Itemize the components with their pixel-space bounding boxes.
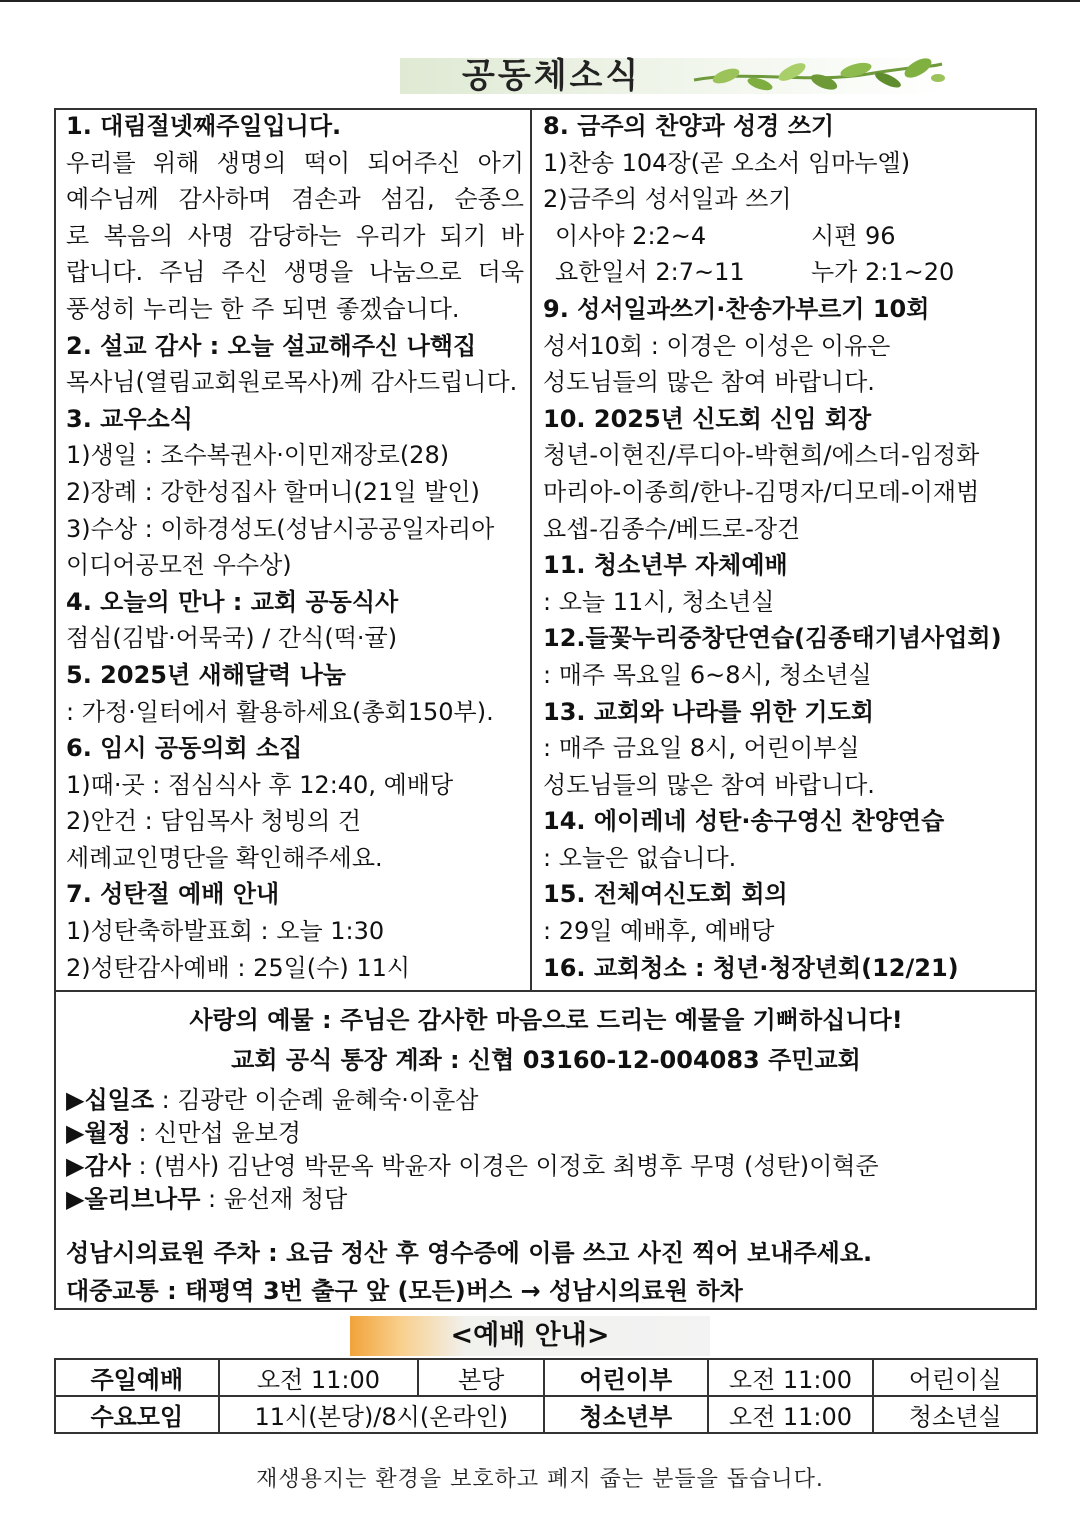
item-heading: 16. 교회청소 : 청년·청장년회(12/21) bbox=[543, 953, 959, 982]
item-text: 1)생일 : 조수복권사·이민재장로(28) bbox=[66, 441, 450, 470]
item-text: 랍니다. 주님 주신 생명을 나눔으로 더욱 bbox=[66, 258, 524, 287]
section-divider bbox=[54, 990, 1037, 992]
parking-note: 성남시의료원 주차 : 요금 정산 후 영수증에 이름 쓰고 사진 찍어 보내주세요. bbox=[66, 1239, 873, 1267]
reading-text: 이사야 2:2~4 bbox=[555, 221, 707, 250]
item-text: 점심(김밥·어묵국) / 간식(떡·귤) bbox=[66, 624, 398, 653]
table-row bbox=[55, 1359, 1037, 1396]
item-text: 1)찬송 104장(곧 오소서 임마누엘) bbox=[543, 148, 911, 177]
right_lines-reading-row bbox=[543, 254, 1031, 291]
transit-note: 대중교통 : 태평역 3번 출구 앞 (모든)버스 → 성남시의료원 하차 bbox=[66, 1277, 743, 1305]
item-text: : 가정·일터에서 활용하세요(총회150부). bbox=[66, 697, 494, 726]
table-cell: 어린이부 bbox=[544, 1359, 708, 1396]
item-heading: 11. 청소년부 자체예배 bbox=[543, 551, 788, 580]
item-heading: 10. 2025년 신도회 신임 회장 bbox=[543, 404, 872, 433]
reading-text: 요한일서 2:7~11 bbox=[555, 258, 745, 287]
offering-section bbox=[66, 994, 1026, 1216]
item-text: 마리아-이종희/한나-김명자/디모데-이재범 bbox=[543, 477, 980, 506]
item-text: : 매주 목요일 6~8시, 청소년실 bbox=[543, 660, 872, 689]
item-text: 3)수상 : 이하경성도(성남시공공일자리아 bbox=[66, 514, 495, 543]
table-cell: 수요모임 bbox=[55, 1396, 219, 1433]
item-heading: 5. 2025년 새해달력 나눔 bbox=[66, 660, 346, 689]
offering-tithe: ▶십일조 : 김광란 이순례 윤혜숙·이훈삼 bbox=[66, 1086, 479, 1114]
item-text: 1)때·곳 : 점심식사 후 12:40, 예배당 bbox=[66, 770, 454, 799]
top-rule bbox=[0, 0, 1080, 2]
item-heading: 8. 금주의 찬양과 성경 쓰기 bbox=[543, 112, 835, 140]
table-cell: 어린이실 bbox=[873, 1359, 1037, 1396]
reading-text: 시편 96 bbox=[811, 221, 896, 250]
item-heading: 2. 설교 감사 : 오늘 설교해주신 나핵집 bbox=[66, 331, 477, 360]
table-cell: 주일예배 bbox=[55, 1359, 219, 1396]
item-heading: 13. 교회와 나라를 위한 기도회 bbox=[543, 697, 874, 726]
item-text: 우리를 위해 생명의 떡이 되어주신 아기 bbox=[66, 148, 524, 177]
item-heading: 6. 임시 공동의회 소집 bbox=[66, 734, 303, 763]
account-text: 교회 공식 통장 계좌 : 신협 03160-12-004083 주민교회 bbox=[231, 1046, 861, 1074]
table-cell: 청소년부 bbox=[544, 1396, 708, 1433]
left-column bbox=[66, 108, 524, 986]
item-heading: 9. 성서일과쓰기·찬송가부르기 10회 bbox=[543, 294, 930, 323]
item-text: 1)성탄축하발표회 : 오늘 1:30 bbox=[66, 917, 385, 946]
item-text: 2)장례 : 강한성집사 할머니(21일 발인) bbox=[66, 477, 480, 506]
item-heading: 12.들꽃누리중창단연습(김종태기념사업회) bbox=[543, 624, 1002, 653]
item-text: : 오늘은 없습니다. bbox=[543, 843, 737, 872]
item-heading: 3. 교우소식 bbox=[66, 404, 193, 433]
item-text: 이디어공모전 우수상) bbox=[66, 551, 292, 580]
item-text: : 29일 예배후, 예배당 bbox=[543, 917, 775, 946]
item-text: 성도님들의 많은 참여 바랍니다. bbox=[543, 368, 875, 397]
footer-note: 재생용지는 환경을 보호하고 폐지 줍는 분들을 돕습니다. bbox=[256, 1467, 824, 1492]
item-text: 목사님(열림교회원로목사)께 감사드립니다. bbox=[66, 368, 518, 397]
item-heading: 1. 대림절넷째주일입니다. bbox=[66, 112, 342, 140]
item-heading: 4. 오늘의 만나 : 교회 공동식사 bbox=[66, 587, 399, 616]
item-text: : 오늘 11시, 청소년실 bbox=[543, 587, 775, 616]
worship-title: <예배 안내> bbox=[450, 1320, 610, 1351]
worship-header bbox=[350, 1316, 710, 1356]
item-text: 2)금주의 성서일과 쓰기 bbox=[543, 185, 792, 214]
item-text: 성서10회 : 이경은 이성은 이유은 bbox=[543, 331, 891, 360]
table-cell: 오전 11:00 bbox=[708, 1359, 874, 1396]
item-text: 청년-이현진/루디아-박현희/에스더-임정화 bbox=[543, 441, 980, 470]
item-heading: 15. 전체여신도회 회의 bbox=[543, 880, 788, 909]
right-column bbox=[543, 108, 1031, 986]
table-cell: 오전 11:00 bbox=[219, 1359, 419, 1396]
item-heading: 14. 에이레네 성탄·송구영신 찬양연습 bbox=[543, 807, 945, 836]
reading-text: 누가 2:1~20 bbox=[811, 258, 955, 287]
item-text: 2)성탄감사예배 : 25일(수) 11시 bbox=[66, 953, 411, 982]
item-text: 요셉-김종수/베드로-장건 bbox=[543, 514, 801, 543]
item-text: : 매주 금요일 8시, 어린이부실 bbox=[543, 734, 860, 763]
worship-table bbox=[54, 1358, 1038, 1434]
item-text: 성도님들의 많은 참여 바랍니다. bbox=[543, 770, 875, 799]
item-text: 2)안건 : 담임목사 청빙의 건 bbox=[66, 807, 362, 836]
item-heading: 7. 성탄절 예배 안내 bbox=[66, 880, 280, 909]
item-text: 세례교인명단을 확인해주세요. bbox=[66, 843, 383, 872]
leaf-vine-art bbox=[688, 54, 946, 98]
page-header bbox=[400, 52, 945, 100]
love-offering-text: 사랑의 예물 : 주님은 감사한 마음으로 드리는 예물을 기뻐하십니다! bbox=[189, 1006, 903, 1034]
right_lines-reading-row bbox=[543, 218, 1031, 255]
item-text: 풍성히 누리는 한 주 되면 좋겠습니다. bbox=[66, 294, 460, 323]
offering-monthly: ▶월정 : 신만섭 윤보경 bbox=[66, 1119, 301, 1147]
table-cell: 11시(본당)/8시(온라인) bbox=[219, 1396, 544, 1433]
table-cell: 오전 11:00 bbox=[708, 1396, 874, 1433]
item-text: 예수님께 감사하며 겸손과 섬김, 순종으 bbox=[66, 185, 524, 214]
table-cell: 청소년실 bbox=[873, 1396, 1037, 1433]
page-title: 공동체소식 bbox=[462, 56, 642, 96]
table-cell: 본당 bbox=[418, 1359, 544, 1396]
item-text: 로 복음의 사명 감당하는 우리가 되기 바 bbox=[66, 221, 524, 250]
notes-section bbox=[66, 1234, 1026, 1310]
table-row bbox=[55, 1396, 1037, 1433]
offering-olive-tree: ▶올리브나무 : 윤선재 청담 bbox=[66, 1185, 348, 1213]
column-divider bbox=[530, 108, 532, 992]
offering-thanks: ▶감사 : (범사) 김난영 박문옥 박윤자 이경은 이정호 최병후 무명 (성탄)이혁준 bbox=[66, 1152, 879, 1180]
